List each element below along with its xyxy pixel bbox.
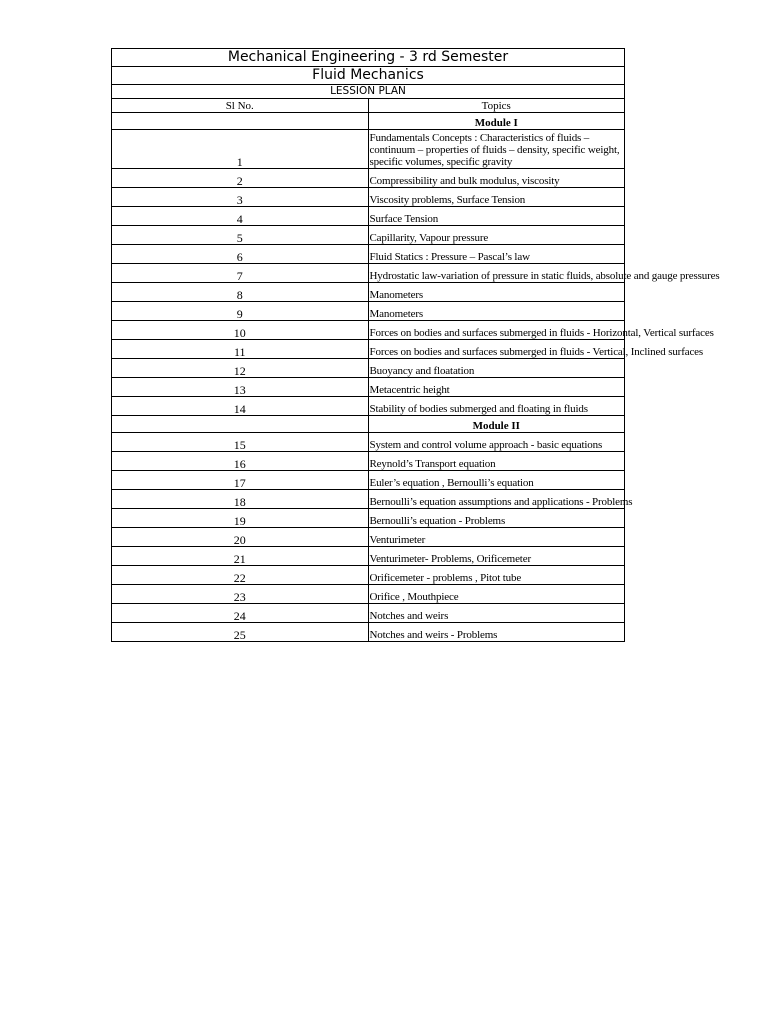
table-row xyxy=(112,490,625,509)
row-topic: Capillarity, Vapour pressure xyxy=(368,226,625,245)
module-row xyxy=(112,113,625,130)
table-row xyxy=(112,528,625,547)
row-number: 14 xyxy=(112,397,369,416)
module-label: Module I xyxy=(368,113,625,130)
row-topic: Forces on bodies and surfaces submerged in fluids - Vertical, Inclined surfaces xyxy=(368,340,625,359)
row-number: 1 xyxy=(112,130,369,169)
row-number: 25 xyxy=(112,623,369,642)
row-number: 9 xyxy=(112,302,369,321)
subject-row xyxy=(112,67,625,85)
row-number: 7 xyxy=(112,264,369,283)
row-topic: Notches and weirs - Problems xyxy=(368,623,625,642)
row-number: 22 xyxy=(112,566,369,585)
row-topic: System and control volume approach - basic equations xyxy=(368,433,625,452)
lesson-plan-table xyxy=(111,48,720,642)
lesson-plan-label: LESSION PLAN xyxy=(112,85,625,99)
title-row xyxy=(112,49,625,67)
row-number: 15 xyxy=(112,433,369,452)
row-topic: Buoyancy and floatation xyxy=(368,359,625,378)
table-row xyxy=(112,359,625,378)
plan-label-row xyxy=(112,85,625,99)
row-number: 12 xyxy=(112,359,369,378)
row-number: 8 xyxy=(112,283,369,302)
row-topic: Reynold’s Transport equation xyxy=(368,452,625,471)
row-number: 11 xyxy=(112,340,369,359)
table-row xyxy=(112,433,625,452)
row-number: 3 xyxy=(112,188,369,207)
row-topic: Orifice , Mouthpiece xyxy=(368,585,625,604)
column-header-topics: Topics xyxy=(368,99,625,113)
row-topic: Orificemeter - problems , Pitot tube xyxy=(368,566,625,585)
table-row xyxy=(112,452,625,471)
subject-title: Fluid Mechanics xyxy=(112,67,625,85)
row-number: 17 xyxy=(112,471,369,490)
table-row xyxy=(112,547,625,566)
table-row xyxy=(112,623,625,642)
row-number: 20 xyxy=(112,528,369,547)
row-topic: Hydrostatic law-variation of pressure in static fluids, absolute and gauge pressures xyxy=(368,264,625,283)
row-topic: Notches and weirs xyxy=(368,604,625,623)
table-row xyxy=(112,264,625,283)
module-no-cell xyxy=(112,416,369,433)
row-topic: Manometers xyxy=(368,302,625,321)
row-number: 6 xyxy=(112,245,369,264)
table-row xyxy=(112,340,625,359)
row-topic: Viscosity problems, Surface Tension xyxy=(368,188,625,207)
row-topic: Euler’s equation , Bernoulli’s equation xyxy=(368,471,625,490)
row-topic: Surface Tension xyxy=(368,207,625,226)
row-topic: Compressibility and bulk modulus, viscosity xyxy=(368,169,625,188)
row-number: 4 xyxy=(112,207,369,226)
column-header-sl-no: Sl No. xyxy=(112,99,369,113)
row-topic: Metacentric height xyxy=(368,378,625,397)
row-topic: Forces on bodies and surfaces submerged in fluids - Horizontal, Vertical surfaces xyxy=(368,321,625,340)
row-number: 19 xyxy=(112,509,369,528)
row-topic: Venturimeter- Problems, Orificemeter xyxy=(368,547,625,566)
table-row xyxy=(112,130,625,169)
module-label: Module II xyxy=(368,416,625,433)
table-row xyxy=(112,302,625,321)
table-row xyxy=(112,188,625,207)
table-row xyxy=(112,509,625,528)
table-row xyxy=(112,321,625,340)
row-number: 21 xyxy=(112,547,369,566)
row-topic: Fundamentals Concepts : Characteristics of fluids – continuum – properties of fluids – density, specific weight, specific volumes, specific gravity xyxy=(368,130,625,169)
row-topic: Bernoulli’s equation - Problems xyxy=(368,509,625,528)
table-row xyxy=(112,283,625,302)
table-row xyxy=(112,245,625,264)
row-number: 24 xyxy=(112,604,369,623)
module-row xyxy=(112,416,625,433)
column-header-row xyxy=(112,99,625,113)
table-row xyxy=(112,169,625,188)
table-row xyxy=(112,566,625,585)
row-number: 2 xyxy=(112,169,369,188)
row-number: 10 xyxy=(112,321,369,340)
row-number: 16 xyxy=(112,452,369,471)
module-no-cell xyxy=(112,113,369,130)
row-topic: Bernoulli’s equation assumptions and applications - Problems xyxy=(368,490,625,509)
row-number: 13 xyxy=(112,378,369,397)
row-topic: Venturimeter xyxy=(368,528,625,547)
row-topic: Fluid Statics : Pressure – Pascal’s law xyxy=(368,245,625,264)
row-topic: Stability of bodies submerged and floating in fluids xyxy=(368,397,625,416)
row-number: 5 xyxy=(112,226,369,245)
row-topic: Manometers xyxy=(368,283,625,302)
document-title: Mechanical Engineering - 3 rd Semester xyxy=(112,49,625,67)
table-row xyxy=(112,226,625,245)
table-row xyxy=(112,604,625,623)
row-number: 18 xyxy=(112,490,369,509)
table-row xyxy=(112,585,625,604)
table-row xyxy=(112,207,625,226)
table-row xyxy=(112,471,625,490)
row-number: 23 xyxy=(112,585,369,604)
table-row xyxy=(112,397,625,416)
table-row xyxy=(112,378,625,397)
